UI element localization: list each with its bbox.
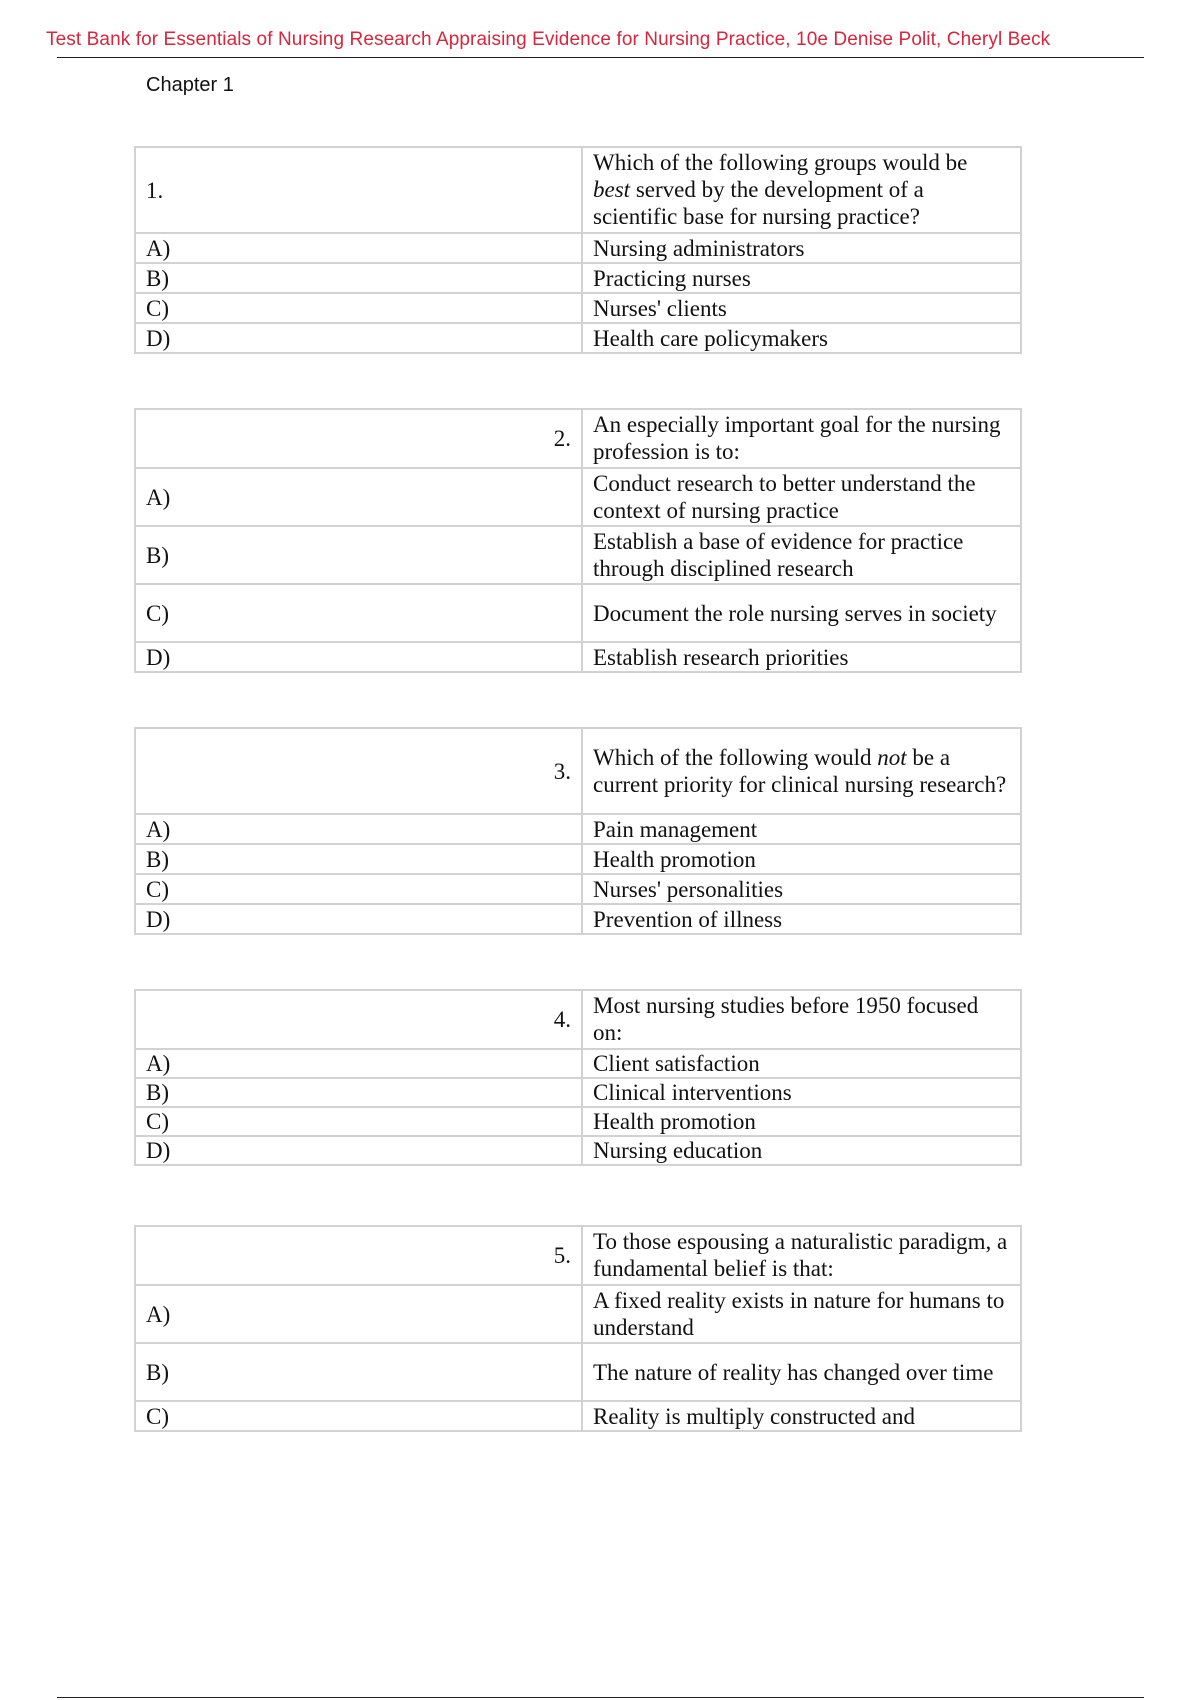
option-letter: B) bbox=[135, 1343, 582, 1401]
option-text: Clinical interventions bbox=[582, 1078, 1021, 1107]
stem-text-before: Which of the following would bbox=[593, 744, 878, 770]
option-text: Nurses' personalities bbox=[582, 874, 1021, 904]
stem-text-after: be a current priority for clinical nursing research? bbox=[593, 744, 1007, 797]
question-number: 4. bbox=[135, 990, 582, 1049]
question-number: 5. bbox=[135, 1226, 582, 1285]
option-letter: C) bbox=[135, 584, 582, 642]
question-row bbox=[135, 1226, 1021, 1285]
option-letter: C) bbox=[135, 1401, 582, 1431]
stem-emphasis: best bbox=[593, 177, 631, 202]
option-text: Establish a base of evidence for practice through disciplined research bbox=[582, 526, 1021, 584]
option-row bbox=[135, 1049, 1021, 1078]
option-text: Reality is multiply constructed and bbox=[582, 1401, 1021, 1431]
option-text: Document the role nursing serves in society bbox=[582, 584, 1021, 642]
option-text: Client satisfaction bbox=[582, 1049, 1021, 1078]
stem-text-after: served by the development of a scientific base for nursing practice? bbox=[593, 177, 924, 229]
option-row bbox=[135, 1401, 1021, 1431]
option-row bbox=[135, 814, 1021, 844]
option-text: The nature of reality has changed over time bbox=[582, 1343, 1021, 1401]
option-letter: A) bbox=[135, 1049, 582, 1078]
option-letter: D) bbox=[135, 323, 582, 353]
option-row bbox=[135, 874, 1021, 904]
option-text: Health promotion bbox=[582, 1107, 1021, 1136]
option-text: Pain management bbox=[582, 814, 1021, 844]
option-letter: B) bbox=[135, 844, 582, 874]
option-letter: C) bbox=[135, 874, 582, 904]
option-row bbox=[135, 1078, 1021, 1107]
option-letter: D) bbox=[135, 642, 582, 672]
stem-emphasis: not bbox=[877, 744, 907, 770]
option-row bbox=[135, 584, 1021, 642]
option-row bbox=[135, 263, 1021, 293]
option-letter: A) bbox=[135, 233, 582, 263]
stem-text-before: Which of the following groups would be bbox=[593, 150, 968, 175]
question-table-5 bbox=[134, 1225, 1022, 1432]
option-row bbox=[135, 904, 1021, 934]
option-letter: D) bbox=[135, 1136, 582, 1165]
option-text: Establish research priorities bbox=[582, 642, 1021, 672]
option-letter: A) bbox=[135, 814, 582, 844]
question-row bbox=[135, 728, 1021, 814]
option-letter: A) bbox=[135, 468, 582, 526]
question-stem bbox=[582, 728, 1021, 814]
option-letter: B) bbox=[135, 526, 582, 584]
option-text: Prevention of illness bbox=[582, 904, 1021, 934]
question-stem: An especially important goal for the nursing profession is to: bbox=[582, 409, 1021, 468]
question-row bbox=[135, 147, 1021, 233]
option-text: A fixed reality exists in nature for humans to understand bbox=[582, 1285, 1021, 1343]
option-text: Conduct research to better understand the context of nursing practice bbox=[582, 468, 1021, 526]
question-table-1 bbox=[134, 146, 1022, 354]
option-row bbox=[135, 1107, 1021, 1136]
question-table-3 bbox=[134, 727, 1022, 935]
question-row bbox=[135, 409, 1021, 468]
option-text: Practicing nurses bbox=[582, 263, 1021, 293]
question-number: 1. bbox=[135, 147, 582, 233]
question-table-4 bbox=[134, 989, 1022, 1166]
option-row bbox=[135, 642, 1021, 672]
question-number: 3. bbox=[135, 728, 582, 814]
option-row bbox=[135, 844, 1021, 874]
header-divider bbox=[57, 57, 1144, 58]
question-table-2 bbox=[134, 408, 1022, 673]
option-text: Nursing education bbox=[582, 1136, 1021, 1165]
option-letter: B) bbox=[135, 1078, 582, 1107]
option-text: Health promotion bbox=[582, 844, 1021, 874]
option-text: Health care policymakers bbox=[582, 323, 1021, 353]
option-row bbox=[135, 323, 1021, 353]
option-letter: C) bbox=[135, 293, 582, 323]
option-text: Nursing administrators bbox=[582, 233, 1021, 263]
option-letter: D) bbox=[135, 904, 582, 934]
option-row bbox=[135, 1285, 1021, 1343]
option-row bbox=[135, 468, 1021, 526]
question-row bbox=[135, 990, 1021, 1049]
question-stem: To those espousing a naturalistic paradigm, a fundamental belief is that: bbox=[582, 1226, 1021, 1285]
document-header-title: Test Bank for Essentials of Nursing Research Appraising Evidence for Nursing Practice, 10e Denise Polit, Cheryl Beck bbox=[46, 29, 1051, 50]
option-text: Nurses' clients bbox=[582, 293, 1021, 323]
option-row bbox=[135, 526, 1021, 584]
option-letter: B) bbox=[135, 263, 582, 293]
question-stem: Most nursing studies before 1950 focused on: bbox=[582, 990, 1021, 1049]
option-row bbox=[135, 233, 1021, 263]
option-letter: C) bbox=[135, 1107, 582, 1136]
chapter-heading: Chapter 1 bbox=[146, 74, 234, 96]
footer-divider bbox=[57, 1697, 1144, 1698]
option-row bbox=[135, 293, 1021, 323]
option-row bbox=[135, 1136, 1021, 1165]
option-letter: A) bbox=[135, 1285, 582, 1343]
question-number: 2. bbox=[135, 409, 582, 468]
option-row bbox=[135, 1343, 1021, 1401]
question-stem bbox=[582, 147, 1021, 233]
